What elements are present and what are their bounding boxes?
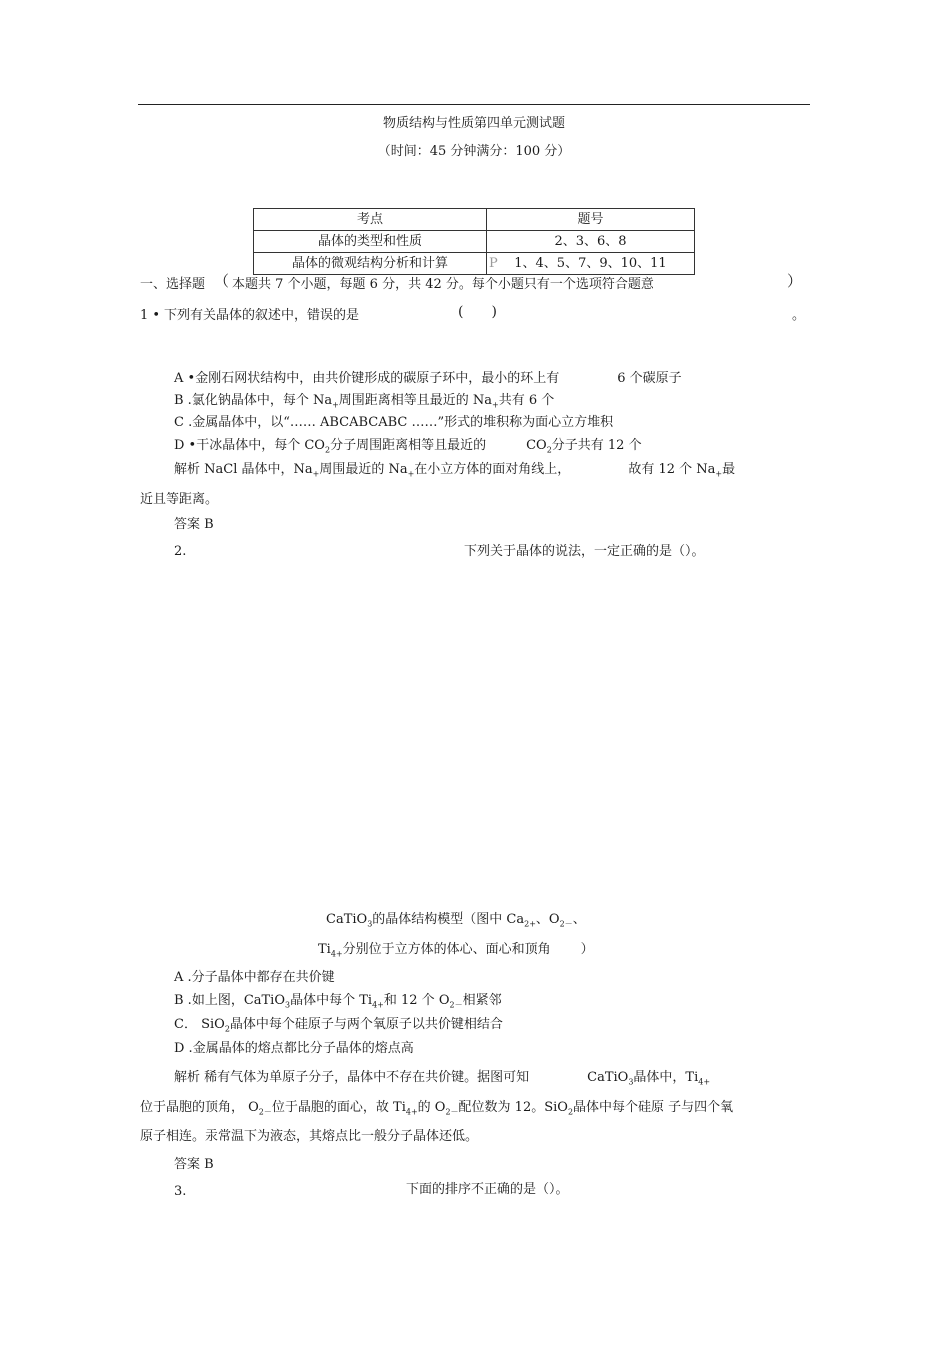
q2-answer: 答案 B [174,1157,214,1172]
table-cell: 晶体的类型和性质 [254,231,487,253]
q2-analysis-line2: 位于晶胞的顶角， $O_{2-}$位于晶胞的面心，故 $Ti_{4+}$的 $O_{2-}$配位数为 12。SiO$_2$晶体中每个硅原 子与四个氧 [140,1100,734,1117]
table-cell [487,253,695,275]
table-cell: 2、3、6、8 [487,231,695,253]
table-row [254,231,695,253]
q2-stem: 下列关于晶体的说法，一定正确的是（）。 [464,544,705,559]
table-header-cell: 考点 [254,209,487,231]
section-heading: 一、选择题 [140,277,206,292]
q2-option-c: C． SiO$_2$晶体中每个硅原子与两个氧原子以共价键相结合 [174,1017,503,1034]
q1-end: 。 [792,308,806,323]
q1-stem: 下列有关晶体的叙述中，错误的是 [164,308,360,323]
q2-option-b: B .如上图，CaTiO$_3$晶体中每个 $Ti_{4+}$和 12 个 $O_{2-}$相紧邻 [174,993,502,1010]
table-header-cell: 题号 [487,209,695,231]
section-note: 本题共 7 个小题，每题 6 分，共 42 分。每个小题只有一个选项符合题意 [232,277,654,292]
table-header-row [254,209,695,231]
q2-option-a: A .分子晶体中都存在共价键 [174,970,335,985]
paren-open: （ [214,272,230,290]
q1-option-b: B .氯化钠晶体中，每个 $Na_+$周围距离相等且最近的 $Na_+$共有 6 个 [174,393,555,410]
paren-close: ） [787,272,803,290]
q3-number: 3. [174,1184,187,1199]
q3-stem: 下面的排序不正确的是（）。 [406,1182,569,1197]
q2-analysis-line3: 原子相连。汞常温下为液态，其熔点比一般分子晶体还低。 [140,1129,479,1144]
q2-figure-caption-line1: CaTiO$_3$的晶体结构模型（图中 $Ca_{2+}$、$O_{2-}$、 [326,912,586,929]
q1-analysis-line2: 近且等距离。 [140,492,219,507]
table-cell: 晶体的微观结构分析和计算 [254,253,487,275]
table-cell-text: 1、4、5、7、9、10、11 [514,256,667,271]
q1-option-d: D •干冰晶体中，每个 $CO_2$分子周围距离相等且最近的 $CO_2$分子共有 12 个 [174,438,642,455]
top-rule [138,104,810,105]
q2-analysis-line1: 解析 稀有气体为单原子分子，晶体中不存在共价键。据图可知 CaTiO$_3$晶体中，$Ti_{4+}$ [174,1070,711,1087]
q2-number: 2. [174,544,187,559]
page-title: 物质结构与性质第四单元测试题 [382,116,565,131]
q1-analysis: 解析 NaCl 晶体中，$Na_+$周围最近的 $Na_+$在小立方体的面对角线上， 故有 12 个 $Na_+$最 [174,462,736,479]
q1-answer: 答案 B [174,517,214,532]
table-margin-mark: P [489,256,498,271]
exam-points-table [253,208,695,275]
q1-option-a: A •金刚石网状结构中，由共价键形成的碳原子环中，最小的环上有 6 个碳原子 [174,371,682,386]
q1-option-c: C .金属晶体中，以“…… ABCABCABC ……”形式的堆积称为面心立方堆积 [174,415,614,430]
table-row [254,253,695,275]
q2-figure-caption-line2: $Ti_{4+}$分别位于立方体的体心、面心和顶角 ） [318,942,594,959]
q1-number: 1 • [140,308,161,323]
q1-blank: ( ) [458,304,497,320]
q2-option-d: D .金属晶体的熔点都比分子晶体的熔点高 [174,1041,414,1056]
page-subtitle: （时间：45 分钟满分：100 分） [377,144,571,159]
